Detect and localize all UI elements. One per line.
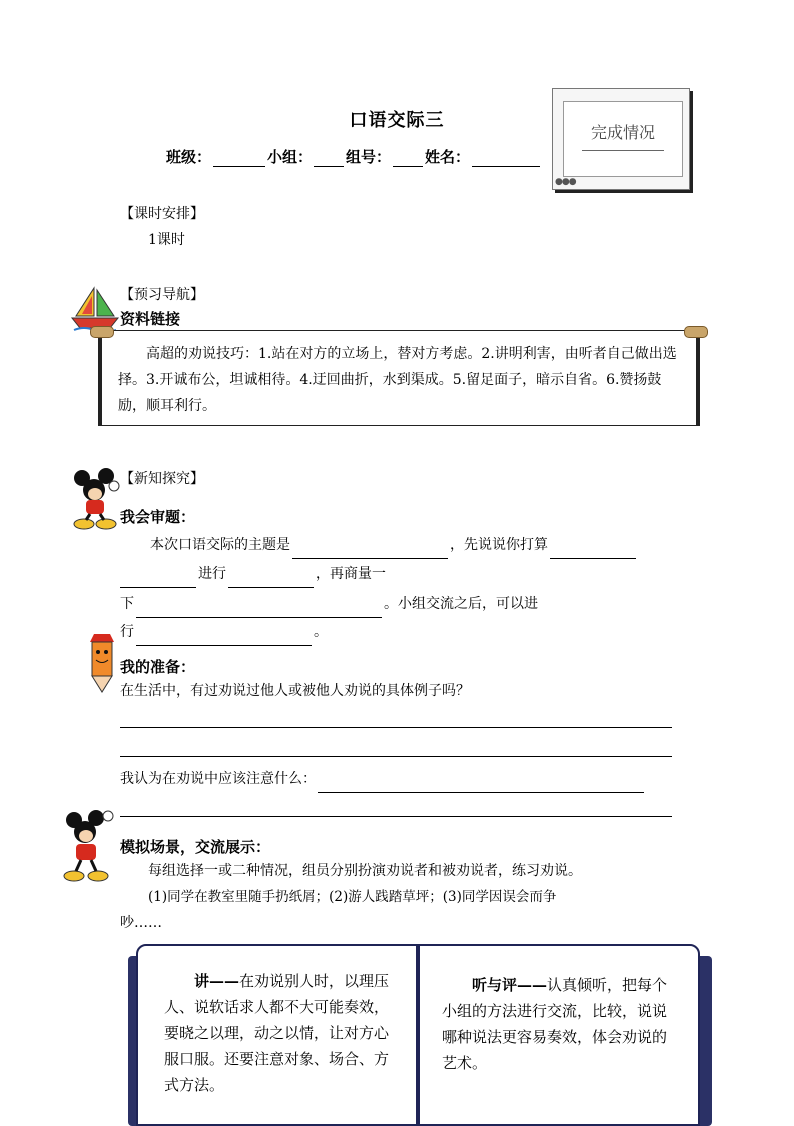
schedule-heading: 【课时安排】 — [120, 206, 204, 222]
group-label: 小组： — [267, 148, 313, 166]
topic-blank-1[interactable] — [292, 543, 448, 559]
right-page-body: 认真倾听，把每个小组的方法进行交流，比较，说说哪种说法更容易奏效，体会劝说的艺术。 — [442, 976, 668, 1072]
left-page-text — [138, 946, 416, 1098]
name-field[interactable] — [472, 151, 540, 167]
prepare-question: 在生活中，有过劝说过他人或被他人劝说的具体例子吗？ — [120, 683, 470, 699]
student-info-line — [166, 146, 542, 167]
pencil-character-icon — [84, 630, 120, 694]
topic-blank-4[interactable] — [228, 572, 314, 588]
topic-line-3 — [120, 591, 538, 618]
topic-line-1-text-b: ，先说说你打算 — [450, 537, 548, 553]
preview-subheading: 资料链接 — [120, 310, 181, 328]
class-label: 班级： — [166, 148, 212, 166]
open-book — [128, 944, 712, 1123]
mickey-mouse-icon — [62, 808, 114, 884]
book-left-page — [136, 944, 418, 1126]
topic-line-4-text-a: 行 — [120, 624, 134, 640]
scene-text-1: 每组选择一或二种情况，组员分别扮演劝说者和被劝说者，练习劝说。 — [148, 863, 582, 879]
answer-line-1[interactable] — [120, 727, 672, 728]
number-field[interactable] — [393, 151, 423, 167]
completion-label: 完成情况 — [590, 123, 655, 142]
mickey-mouse-icon — [70, 468, 122, 530]
right-page-bold: 听与评—— — [472, 976, 548, 994]
left-page-bold: 讲—— — [194, 972, 240, 990]
scroll-cap-left — [90, 326, 114, 338]
topic-subheading: 我会审题： — [120, 508, 196, 526]
topic-line-4-text-b: 。 — [314, 624, 328, 640]
topic-blank-3[interactable] — [120, 572, 196, 588]
page-title: 口语交际三 — [349, 110, 445, 131]
topic-line-3-text-a: 下 — [120, 596, 134, 612]
topic-line-3-text-b: 。小组交流之后，可以进 — [384, 596, 538, 612]
topic-blank-6[interactable] — [136, 630, 312, 646]
preview-heading: 【预习导航】 — [120, 287, 204, 303]
topic-line-1-text-a: 本次口语交际的主题是 — [150, 537, 290, 553]
topic-line-2-text-b: ，再商量一 — [316, 566, 386, 582]
scene-text-2: (1)同学在教室里随手扔纸屑；(2)游人践踏草坪；(3)同学因误会而争 — [148, 889, 557, 905]
resource-scroll — [98, 330, 700, 426]
topic-line-1 — [150, 532, 638, 559]
class-field[interactable] — [213, 151, 265, 167]
topic-blank-2[interactable] — [550, 543, 636, 559]
prepare-subheading: 我的准备： — [120, 658, 196, 676]
answer-line-3[interactable] — [120, 816, 672, 817]
answer-line-2[interactable] — [120, 756, 672, 757]
left-page-body: 在劝说别人时，以理压人、说软话求人都不大可能奏效，要晓之以理，动之以情，让对方心服口服。还要注意对象、场合、方式方法。 — [164, 972, 390, 1094]
explore-heading: 【新知探究】 — [120, 471, 204, 487]
completion-stamp — [552, 88, 690, 190]
group-field[interactable] — [314, 151, 344, 167]
attention-label: 我认为在劝说中应该注意什么： — [120, 771, 316, 787]
topic-line-2 — [120, 561, 386, 588]
attention-line — [120, 766, 646, 793]
number-label: 组号： — [346, 148, 392, 166]
scroll-cap-right — [684, 326, 708, 338]
topic-line-4 — [120, 619, 328, 646]
name-label: 姓名： — [425, 148, 471, 166]
scene-subheading: 模拟场景，交流展示： — [120, 838, 271, 856]
topic-line-2-text-a: 进行 — [198, 566, 226, 582]
schedule-text: 1课时 — [148, 232, 185, 248]
resource-text: 高超的劝说技巧：1.站在对方的立场上，替对方考虑。2.讲明利害，由听者自己做出选择。3.开诚布公，坦诚相待。4.迂回曲折，水到渠成。5.留足面子，暗示自省。6.赞扬鼓励，顺耳利行。 — [118, 346, 677, 414]
attention-blank[interactable] — [318, 777, 644, 793]
topic-blank-5[interactable] — [136, 602, 382, 618]
scene-text-3: 吵…… — [120, 915, 162, 931]
decorative-dots: ●●● — [555, 177, 576, 187]
right-page-text — [420, 946, 698, 1076]
book-right-page — [418, 944, 700, 1126]
